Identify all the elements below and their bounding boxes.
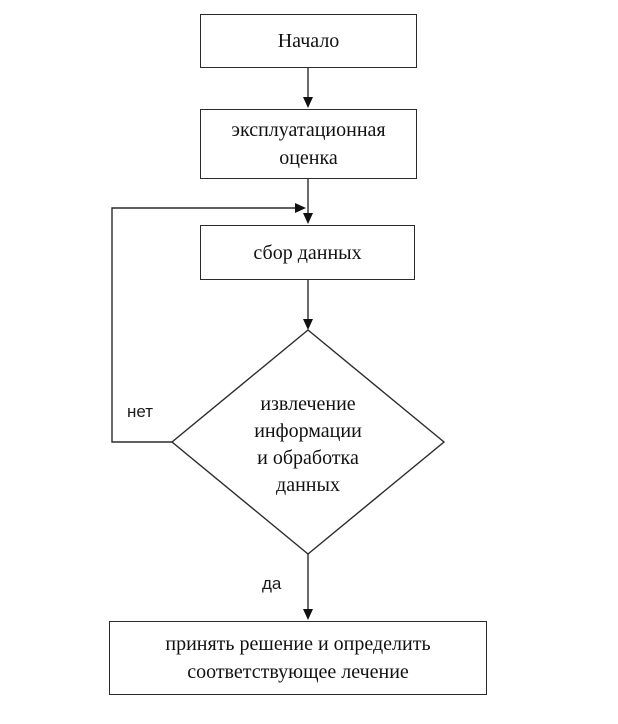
- decision-label-line4: данных: [276, 474, 340, 496]
- node-evaluation-label-line1: эксплуатационная: [231, 119, 386, 141]
- decision-label-line3: и обработка: [257, 447, 359, 469]
- arrowhead-start-to-evaluation-icon: [303, 97, 313, 108]
- flowchart-node-start: [200, 14, 417, 68]
- node-final-label-line2: соответствующее лечение: [187, 661, 409, 683]
- node-data-collection-label: сбор данных: [253, 241, 362, 264]
- arrowhead-no-loop-icon: [295, 203, 306, 213]
- decision-label-line1: извлечение: [260, 393, 356, 415]
- flowchart-node-final-action: [109, 621, 487, 695]
- arrowhead-collection-to-decision-icon: [303, 319, 313, 330]
- arrowhead-evaluation-to-collection-icon: [303, 213, 313, 224]
- flowchart-node-data-collection: [200, 225, 415, 280]
- node-start-label: Начало: [277, 30, 340, 52]
- flowchart-node-decision-label: [198, 391, 418, 499]
- edge-label-no: нет: [127, 402, 154, 421]
- flowchart-node-operational-evaluation: [200, 109, 417, 179]
- decision-label-line2: информации: [254, 420, 362, 442]
- arrowhead-decision-yes-icon: [303, 609, 313, 620]
- edge-label-yes: да: [262, 574, 282, 593]
- node-final-label-line1: принять решение и определить: [165, 633, 431, 655]
- node-evaluation-label-line2: оценка: [279, 147, 338, 169]
